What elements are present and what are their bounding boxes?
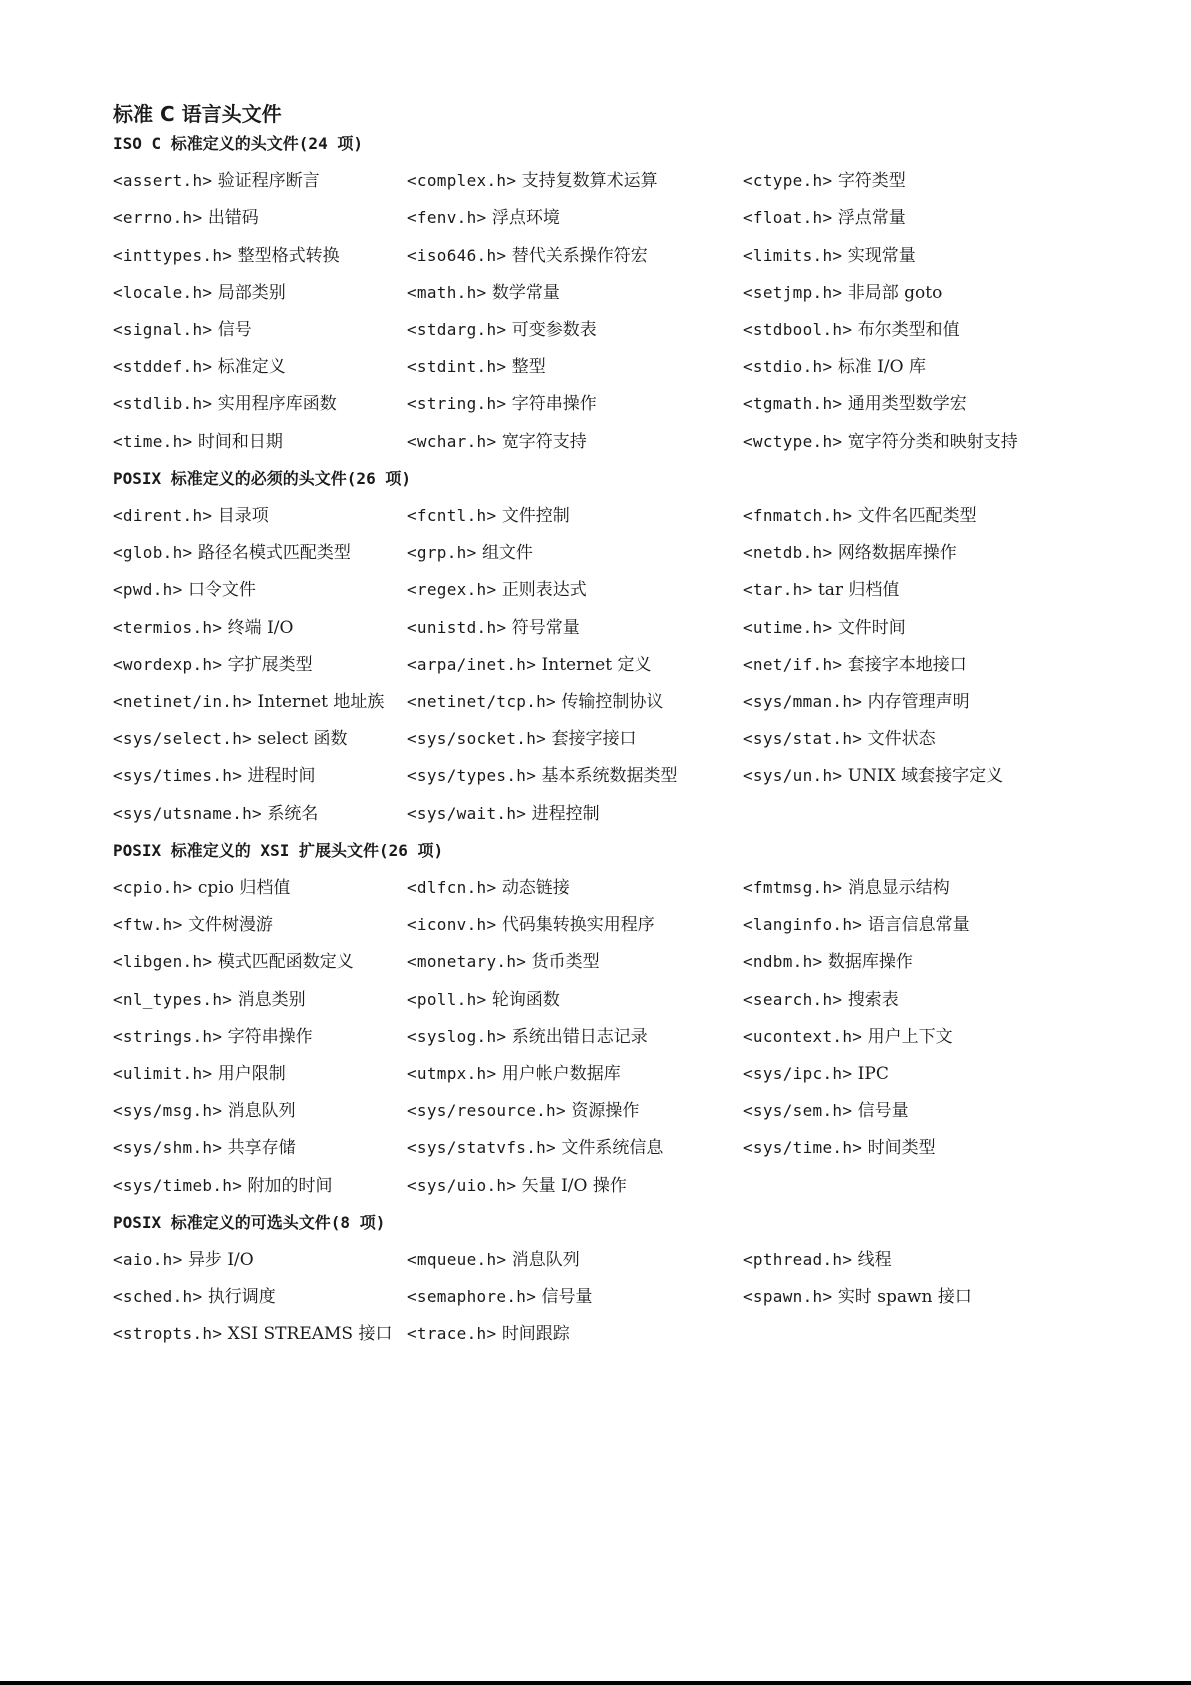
header-description: 系统出错日志记录: [511, 1026, 648, 1047]
header-entry: [407, 800, 600, 828]
header-filename: <sys/stat.h>: [743, 729, 863, 749]
header-description: 浮点常量: [837, 208, 906, 229]
header-entry: [113, 1060, 286, 1088]
header-entry: [407, 539, 533, 567]
header-entry: [407, 1023, 648, 1051]
header-description: 符号常量: [511, 617, 580, 638]
header-description: 用户帐户数据库: [501, 1064, 621, 1084]
header-filename: <termios.h>: [113, 617, 223, 637]
header-description: 数学常量: [491, 282, 560, 303]
header-row: [113, 279, 1113, 307]
header-filename: <time.h>: [113, 431, 193, 451]
header-description: 共享存储: [227, 1138, 296, 1159]
header-filename: <aio.h>: [113, 1250, 183, 1269]
header-description: 浮点环境: [491, 208, 560, 229]
page-bottom-rule: [0, 1681, 1191, 1685]
header-filename: <net/if.h>: [743, 654, 843, 674]
header-row: [113, 800, 1113, 828]
header-row: [113, 204, 1113, 232]
header-entry: [743, 316, 960, 344]
header-entry: [407, 167, 658, 195]
header-filename: <sys/uio.h>: [407, 1175, 517, 1195]
header-description: 验证程序断言: [217, 171, 320, 192]
header-entry: [743, 167, 906, 195]
header-entry: [743, 390, 967, 418]
header-description: 目录项: [217, 506, 269, 526]
header-entry: [743, 1283, 972, 1311]
header-filename: <fcntl.h>: [407, 506, 497, 525]
header-filename: <ctype.h>: [743, 171, 833, 191]
header-filename: <libgen.h>: [113, 952, 213, 972]
header-description: 进程时间: [247, 766, 316, 787]
section-heading: POSIX 标准定义的 XSI 扩展头文件(26 项): [113, 840, 444, 860]
header-description: tar 归档值: [817, 580, 900, 601]
header-description: 轮询函数: [491, 989, 560, 1010]
header-description: 消息队列: [511, 1250, 580, 1270]
header-entry: [407, 1172, 627, 1200]
header-entry: [113, 390, 337, 418]
header-description: 口令文件: [187, 580, 256, 601]
header-description: 基本系统数据类型: [541, 766, 678, 787]
header-description: 可变参数表: [511, 320, 597, 340]
header-entry: [743, 1023, 953, 1051]
header-description: 字符串操作: [511, 394, 597, 415]
header-entry: [407, 390, 597, 418]
header-row: [113, 316, 1113, 344]
header-entry: [743, 428, 1018, 456]
header-description: 时间和日期: [197, 431, 283, 452]
header-description: 通用类型数学宏: [847, 394, 967, 415]
header-row: [113, 688, 1113, 716]
header-entry: [407, 1097, 639, 1125]
header-row: [113, 353, 1113, 381]
header-entry: [113, 948, 354, 976]
header-description: 组文件: [481, 543, 533, 564]
header-row: [113, 1246, 1113, 1274]
header-description: 字扩展类型: [227, 654, 313, 675]
header-entry: [407, 651, 651, 679]
header-filename: <sys/mman.h>: [743, 692, 863, 711]
header-filename: <string.h>: [407, 394, 507, 414]
header-entry: [743, 1134, 936, 1162]
header-description: 执行调度: [207, 1287, 276, 1308]
header-entry: [407, 502, 570, 530]
header-filename: <float.h>: [743, 208, 833, 228]
header-entry: [407, 1060, 621, 1088]
header-entry: [113, 316, 252, 344]
header-row: [113, 167, 1113, 195]
header-row: [113, 1172, 1113, 1200]
header-filename: <poll.h>: [407, 989, 487, 1009]
section-heading: POSIX 标准定义的可选头文件(8 项): [113, 1212, 386, 1232]
header-description: 支持复数算术运算: [521, 171, 658, 192]
header-entry: [113, 1172, 333, 1200]
header-entry: [407, 725, 636, 753]
header-filename: <stdbool.h>: [743, 320, 853, 339]
header-entry: [113, 1097, 296, 1125]
header-entry: [743, 502, 977, 530]
header-filename: <tgmath.h>: [743, 394, 843, 414]
header-filename: <inttypes.h>: [113, 245, 233, 265]
header-row: [113, 874, 1113, 902]
header-entry: [407, 279, 560, 307]
header-filename: <stdarg.h>: [407, 320, 507, 339]
header-entry: [407, 911, 655, 939]
header-entry: [113, 502, 269, 530]
header-filename: <sys/msg.h>: [113, 1101, 223, 1121]
header-entry: [113, 428, 283, 456]
header-filename: <sys/sem.h>: [743, 1101, 853, 1121]
header-row: [113, 390, 1113, 418]
header-filename: <iso646.h>: [407, 245, 507, 265]
header-entry: [743, 242, 916, 270]
header-entry: [113, 874, 290, 902]
header-description: 系统名: [267, 803, 319, 824]
header-description: 消息队列: [227, 1101, 296, 1122]
header-entry: [113, 204, 259, 232]
header-row: [113, 1060, 1113, 1088]
header-description: 局部类别: [217, 282, 286, 303]
header-filename: <stdio.h>: [743, 357, 833, 377]
header-description: cpio 归档值: [197, 878, 291, 898]
header-entry: [407, 762, 678, 790]
header-description: 内存管理声明: [867, 692, 970, 712]
header-description: 正则表达式: [501, 580, 587, 601]
header-entry: [743, 539, 957, 567]
header-filename: <wordexp.h>: [113, 654, 223, 674]
document-title: 标准 C 语言头文件: [113, 102, 282, 126]
header-filename: <cpio.h>: [113, 878, 193, 897]
header-description: 模式匹配函数定义: [217, 952, 354, 973]
header-description: 语言信息常量: [867, 915, 970, 936]
header-entry: [113, 986, 306, 1014]
header-entry: [743, 1246, 892, 1274]
header-description: 套接字接口: [551, 729, 637, 750]
header-filename: <langinfo.h>: [743, 915, 863, 935]
header-description: 出错码: [207, 208, 259, 229]
header-entry: [407, 986, 560, 1014]
header-description: select 函数: [257, 729, 348, 750]
header-description: 文件时间: [837, 617, 906, 638]
header-entry: [743, 279, 942, 307]
header-description: 用户上下文: [867, 1026, 953, 1047]
header-filename: <complex.h>: [407, 171, 517, 191]
header-entry: [113, 576, 256, 604]
header-filename: <fmtmsg.h>: [743, 878, 843, 897]
header-entry: [407, 428, 587, 456]
header-filename: <fnmatch.h>: [743, 506, 853, 525]
header-description: 路径名模式匹配类型: [197, 543, 351, 564]
section-heading: ISO C 标准定义的头文件(24 项): [113, 134, 363, 153]
header-description: 非局部 goto: [847, 282, 943, 303]
header-entry: [743, 1060, 889, 1088]
header-filename: <netdb.h>: [743, 543, 833, 563]
header-entry: [743, 614, 906, 642]
header-row: [113, 948, 1113, 976]
header-entry: [113, 279, 286, 307]
header-filename: <utime.h>: [743, 617, 833, 637]
header-entry: [113, 1246, 254, 1274]
header-filename: <dlfcn.h>: [407, 878, 497, 897]
header-entry: [407, 614, 580, 642]
header-row: [113, 1320, 1113, 1348]
header-filename: <sys/utsname.h>: [113, 803, 262, 823]
header-filename: <pthread.h>: [743, 1250, 853, 1269]
header-description: 宽字符支持: [501, 431, 587, 452]
header-filename: <locale.h>: [113, 282, 213, 302]
header-entry: [743, 204, 906, 232]
header-filename: <utmpx.h>: [407, 1064, 497, 1083]
header-filename: <ulimit.h>: [113, 1064, 213, 1083]
header-filename: <stdint.h>: [407, 357, 507, 377]
header-description: 线程: [857, 1250, 892, 1270]
header-description: 附加的时间: [247, 1175, 333, 1196]
header-description: 消息显示结构: [847, 878, 950, 898]
header-entry: [743, 725, 936, 753]
header-filename: <tar.h>: [743, 580, 813, 600]
header-description: 整型格式转换: [237, 245, 340, 266]
header-filename: <sys/socket.h>: [407, 729, 547, 749]
header-description: 消息类别: [237, 989, 306, 1010]
header-entry: [113, 651, 313, 679]
header-row: [113, 539, 1113, 567]
header-row: [113, 911, 1113, 939]
header-filename: <dirent.h>: [113, 506, 213, 525]
header-filename: <stropts.h>: [113, 1324, 223, 1344]
header-description: 替代关系操作符宏: [511, 245, 648, 266]
header-entry: [407, 242, 648, 270]
header-entry: [113, 1023, 313, 1051]
header-filename: <netinet/tcp.h>: [407, 692, 556, 711]
header-entry: [407, 1246, 580, 1274]
header-description: 标准 I/O 库: [837, 357, 926, 378]
header-filename: <sys/types.h>: [407, 766, 537, 786]
header-filename: <nl_types.h>: [113, 989, 233, 1009]
header-filename: <mqueue.h>: [407, 1250, 507, 1269]
header-filename: <stddef.h>: [113, 357, 213, 377]
header-entry: [113, 614, 293, 642]
header-row: [113, 614, 1113, 642]
header-entry: [113, 1283, 276, 1311]
header-filename: <wctype.h>: [743, 431, 843, 451]
header-filename: <sched.h>: [113, 1287, 203, 1307]
header-description: 字符串操作: [227, 1026, 313, 1047]
header-entry: [743, 1097, 909, 1125]
header-filename: <semaphore.h>: [407, 1287, 537, 1307]
header-filename: <monetary.h>: [407, 952, 527, 972]
header-row: [113, 502, 1113, 530]
header-filename: <signal.h>: [113, 320, 213, 339]
header-filename: <arpa/inet.h>: [407, 654, 537, 674]
header-description: 布尔类型和值: [857, 320, 960, 340]
header-description: 实时 spawn 接口: [837, 1287, 972, 1308]
header-description: 进程控制: [531, 803, 600, 824]
header-filename: <trace.h>: [407, 1324, 497, 1344]
header-description: 文件名匹配类型: [857, 506, 977, 526]
header-entry: [407, 874, 570, 902]
header-description: 文件状态: [867, 729, 936, 750]
header-filename: <sys/wait.h>: [407, 803, 527, 823]
header-description: 宽字符分类和映射支持: [847, 431, 1018, 452]
header-filename: <sys/resource.h>: [407, 1101, 566, 1121]
header-description: 终端 I/O: [227, 617, 294, 638]
header-description: 文件控制: [501, 506, 570, 526]
header-filename: <assert.h>: [113, 171, 213, 191]
header-entry: [113, 539, 351, 567]
header-filename: <math.h>: [407, 282, 487, 302]
header-entry: [743, 651, 967, 679]
header-description: 信号: [217, 320, 252, 340]
header-filename: <glob.h>: [113, 543, 193, 563]
header-description: UNIX 域套接字定义: [847, 766, 1004, 787]
header-entry: [407, 576, 587, 604]
header-entry: [743, 353, 926, 381]
header-filename: <sys/un.h>: [743, 766, 843, 786]
header-row: [113, 1134, 1113, 1162]
header-entry: [113, 762, 316, 790]
header-description: 整型: [511, 357, 546, 378]
header-filename: <limits.h>: [743, 245, 843, 265]
header-description: 信号量: [857, 1101, 909, 1122]
header-description: 文件树漫游: [187, 915, 273, 936]
header-row: [113, 762, 1113, 790]
header-filename: <ftw.h>: [113, 915, 183, 935]
header-row: [113, 651, 1113, 679]
header-entry: [743, 948, 913, 976]
header-entry: [407, 948, 600, 976]
header-description: 货币类型: [531, 952, 600, 973]
header-description: 字符类型: [837, 171, 906, 192]
header-description: 网络数据库操作: [837, 543, 957, 564]
header-filename: <sys/shm.h>: [113, 1138, 223, 1158]
header-filename: <sys/select.h>: [113, 729, 253, 749]
header-entry: [743, 762, 1003, 790]
header-row: [113, 242, 1113, 270]
header-description: 代码集转换实用程序: [501, 915, 655, 936]
header-description: 标准定义: [217, 357, 286, 378]
section-heading: POSIX 标准定义的必须的头文件(26 项): [113, 468, 411, 488]
header-description: Internet 定义: [541, 654, 652, 675]
header-entry: [407, 1320, 570, 1348]
header-description: 传输控制协议: [561, 692, 664, 712]
header-row: [113, 725, 1113, 753]
header-filename: <setjmp.h>: [743, 282, 843, 302]
header-entry: [113, 911, 273, 939]
header-filename: <pwd.h>: [113, 580, 183, 600]
header-description: 异步 I/O: [187, 1250, 254, 1270]
header-entry: [407, 204, 560, 232]
header-description: 资源操作: [571, 1101, 640, 1122]
header-filename: <unistd.h>: [407, 617, 507, 637]
header-filename: <ndbm.h>: [743, 952, 823, 972]
header-description: 时间跟踪: [501, 1324, 570, 1345]
header-row: [113, 1283, 1113, 1311]
header-description: IPC: [857, 1064, 889, 1084]
header-filename: <iconv.h>: [407, 915, 497, 935]
header-filename: <search.h>: [743, 989, 843, 1009]
header-description: 动态链接: [501, 878, 570, 898]
header-row: [113, 986, 1113, 1014]
header-filename: <sys/times.h>: [113, 766, 243, 786]
header-filename: <sys/time.h>: [743, 1138, 863, 1158]
header-filename: <strings.h>: [113, 1026, 223, 1046]
header-filename: <stdlib.h>: [113, 394, 213, 414]
header-entry: [743, 874, 950, 902]
header-entry: [113, 1320, 392, 1348]
header-description: 矢量 I/O 操作: [521, 1175, 627, 1196]
header-entry: [113, 688, 384, 716]
header-filename: <regex.h>: [407, 580, 497, 600]
header-filename: <syslog.h>: [407, 1026, 507, 1046]
header-entry: [113, 242, 340, 270]
header-entry: [113, 800, 318, 828]
header-entry: [407, 1283, 593, 1311]
header-filename: <sys/statvfs.h>: [407, 1138, 556, 1158]
header-entry: [743, 986, 899, 1014]
header-entry: [113, 1134, 296, 1162]
header-row: [113, 428, 1113, 456]
header-description: 套接字本地接口: [847, 654, 967, 675]
header-description: 文件系统信息: [561, 1138, 664, 1159]
header-description: 用户限制: [217, 1064, 286, 1084]
header-filename: <fenv.h>: [407, 208, 487, 228]
header-entry: [113, 725, 348, 753]
header-description: 搜索表: [847, 989, 899, 1010]
header-filename: <grp.h>: [407, 543, 477, 563]
header-entry: [743, 911, 970, 939]
header-description: 实用程序库函数: [217, 394, 337, 415]
header-filename: <wchar.h>: [407, 431, 497, 451]
header-entry: [407, 688, 663, 716]
header-entry: [407, 353, 546, 381]
header-description: Internet 地址族: [257, 692, 385, 712]
header-filename: <ucontext.h>: [743, 1026, 863, 1046]
header-filename: <sys/timeb.h>: [113, 1175, 243, 1195]
header-entry: [407, 1134, 663, 1162]
header-entry: [113, 353, 286, 381]
header-entry: [743, 688, 970, 716]
header-filename: <sys/ipc.h>: [743, 1064, 853, 1083]
header-row: [113, 1097, 1113, 1125]
header-description: 信号量: [541, 1287, 593, 1308]
header-description: 时间类型: [867, 1138, 936, 1159]
header-row: [113, 1023, 1113, 1051]
header-filename: <netinet/in.h>: [113, 692, 253, 711]
header-filename: <spawn.h>: [743, 1287, 833, 1307]
header-entry: [407, 316, 597, 344]
header-description: 数据库操作: [827, 952, 913, 973]
header-description: 实现常量: [847, 245, 916, 266]
header-filename: <errno.h>: [113, 208, 203, 228]
header-entry: [743, 576, 899, 604]
header-row: [113, 576, 1113, 604]
header-entry: [113, 167, 320, 195]
header-description: XSI STREAMS 接口: [227, 1324, 393, 1345]
